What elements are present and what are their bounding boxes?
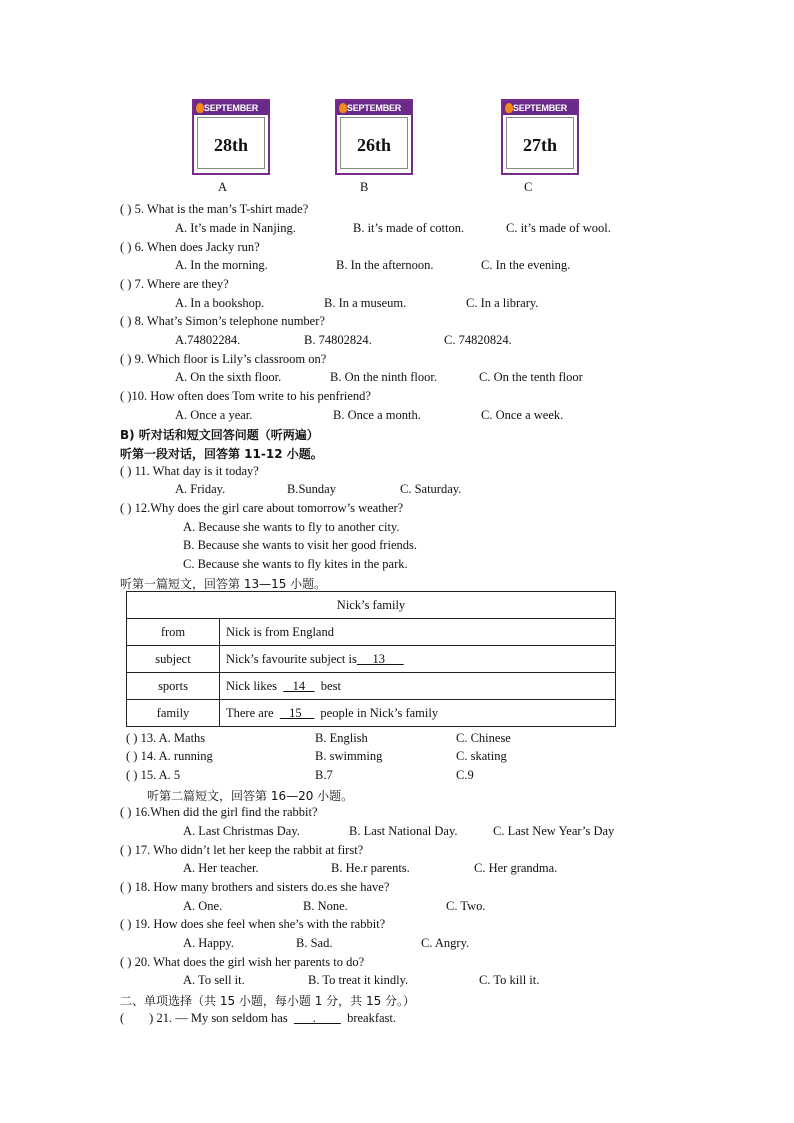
calendar-date: 28th (213, 135, 248, 155)
q7-option-a: A. In a bookshop. (175, 296, 265, 310)
question-7: ( ) 7. Where are they? (120, 277, 229, 291)
question-15: ( ) 15. A. 5 (126, 768, 181, 782)
q9-option-b: B. On the ninth floor. (330, 370, 437, 384)
q11-option-c: C. Saturday. (400, 482, 462, 496)
q6-option-a: A. In the morning. (175, 258, 268, 272)
question-17: ( ) 17. Who didn’t let her keep the rabbit at first? (120, 843, 364, 857)
q5-option-a: A. It’s made in Nanjing. (175, 221, 296, 235)
question-11: ( ) 11. What day is it today? (120, 464, 259, 478)
table-row-label: subject (127, 646, 220, 673)
q17-option-c: C. Her grandma. (474, 861, 558, 875)
q15-option-c: C.9 (456, 768, 474, 782)
q7-option-b: B. In a museum. (324, 296, 407, 310)
q18-option-c: C. Two. (446, 899, 486, 913)
q5-option-c: C. it’s made of wool. (506, 221, 611, 235)
q14-option-b: B. swimming (315, 749, 383, 763)
q16-option-c: C. Last New Year’s Day (493, 824, 615, 838)
question-21: ( ) 21. — My son seldom has . breakfast. (120, 1011, 397, 1025)
calendar-header: SEPTEMBER (503, 101, 577, 115)
question-5: ( ) 5. What is the man’s T-shirt made? (120, 202, 309, 216)
passage-2-heading: 听第二篇短文，回答第 16—20 小题。 (147, 789, 354, 803)
table-title: Nick’s family (127, 592, 616, 619)
calendar-date: 26th (356, 135, 391, 155)
question-16: ( ) 16.When did the girl find the rabbit? (120, 805, 318, 819)
q8-option-b: B. 74802824. (304, 333, 372, 347)
table-row (127, 646, 616, 673)
q10-option-a: A. Once a year. (175, 408, 253, 422)
question-6: ( ) 6. When does Jacky run? (120, 240, 260, 254)
question-8: ( ) 8. What’s Simon’s telephone number? (120, 314, 325, 328)
q6-option-b: B. In the afternoon. (336, 258, 434, 272)
blank-21: . (293, 1011, 341, 1025)
question-12: ( ) 12.Why does the girl care about tomorrow’s weather? (120, 501, 404, 515)
q11-option-a: A. Friday. (175, 482, 226, 496)
q17-option-a: A. Her teacher. (183, 861, 259, 875)
flame-icon (505, 103, 513, 113)
q12-option-a: A. Because she wants to fly to another city. (183, 520, 400, 534)
table-row-label: from (127, 619, 220, 646)
calendar-c (501, 99, 579, 175)
dialog-1-heading: 听第一段对话，回答第 11-12 小题。 (120, 447, 323, 461)
q9-option-a: A. On the sixth floor. (175, 370, 282, 384)
calendar-header: SEPTEMBER (337, 101, 411, 115)
q7-option-c: C. In a library. (466, 296, 539, 310)
table-header-row (127, 592, 616, 619)
q11-option-b: B.Sunday (287, 482, 336, 496)
table-row-label: family (127, 700, 220, 727)
table-row-value: There are 15 people in Nick’s family (220, 700, 616, 727)
q12-option-b: B. Because she wants to visit her good friends. (183, 538, 417, 552)
q15-option-b: B.7 (315, 768, 333, 782)
q17-option-b: B. He.r parents. (331, 861, 410, 875)
calendar-label-a: A (218, 180, 228, 194)
q8-option-c: C. 74820824. (444, 333, 512, 347)
calendar-header: SEPTEMBER (194, 101, 268, 115)
question-20: ( ) 20. What does the girl wish her parents to do? (120, 955, 365, 969)
q18-option-a: A. One. (183, 899, 223, 913)
calendar-label-c: C (524, 180, 533, 194)
section-b-heading: B) 听对话和短文回答问题（听两遍） (120, 428, 319, 442)
table-row-value: Nick’s favourite subject is 13 (220, 646, 616, 673)
calendar-date: 27th (522, 135, 557, 155)
q20-option-c: C. To kill it. (479, 973, 540, 987)
q16-option-b: B. Last National Day. (349, 824, 458, 838)
question-18: ( ) 18. How many brothers and sisters do.es she have? (120, 880, 390, 894)
table-row-label: sports (127, 673, 220, 700)
flame-icon (196, 103, 204, 113)
table-row-value: Nick is from England (220, 619, 616, 646)
question-9: ( ) 9. Which floor is Lily’s classroom on? (120, 352, 327, 366)
table-row (127, 619, 616, 646)
passage-1-heading: 听第一篇短文，回答第 13—15 小题。 (120, 577, 327, 591)
q19-option-c: C. Angry. (421, 936, 470, 950)
table-row (127, 673, 616, 700)
q19-option-b: B. Sad. (296, 936, 333, 950)
question-19: ( ) 19. How does she feel when she’s with the rabbit? (120, 917, 386, 931)
q20-option-a: A. To sell it. (183, 973, 245, 987)
q6-option-c: C. In the evening. (481, 258, 571, 272)
q8-option-a: A.74802284. (175, 333, 241, 347)
q13-option-c: C. Chinese (456, 731, 511, 745)
question-10: ( )10. How often does Tom write to his penfriend? (120, 389, 371, 403)
q12-option-c: C. Because she wants to fly kites in the park. (183, 557, 408, 571)
blank-13: 13 (356, 651, 404, 666)
table-row-value: Nick likes 14 best (220, 673, 616, 700)
q10-option-c: C. Once a week. (481, 408, 564, 422)
blank-14: 14 (283, 678, 315, 693)
q9-option-c: C. On the tenth floor (479, 370, 583, 384)
q14-option-c: C. skating (456, 749, 507, 763)
section-2-heading: 二、单项选择（共 15 小题，每小题 1 分，共 15 分。） (120, 994, 416, 1008)
q16-option-a: A. Last Christmas Day. (183, 824, 300, 838)
calendar-b (335, 99, 413, 175)
question-13: ( ) 13. A. Maths (126, 731, 206, 745)
calendar-a (192, 99, 270, 175)
q13-option-b: B. English (315, 731, 368, 745)
nick-family-table (126, 591, 616, 727)
flame-icon (339, 103, 347, 113)
q20-option-b: B. To treat it kindly. (308, 973, 409, 987)
blank-15: 15 (279, 705, 315, 720)
table-row (127, 700, 616, 727)
q10-option-b: B. Once a month. (333, 408, 421, 422)
q5-option-b: B. it’s made of cotton. (353, 221, 465, 235)
q19-option-a: A. Happy. (183, 936, 234, 950)
q18-option-b: B. None. (303, 899, 348, 913)
calendar-label-b: B (360, 180, 369, 194)
question-14: ( ) 14. A. running (126, 749, 213, 763)
